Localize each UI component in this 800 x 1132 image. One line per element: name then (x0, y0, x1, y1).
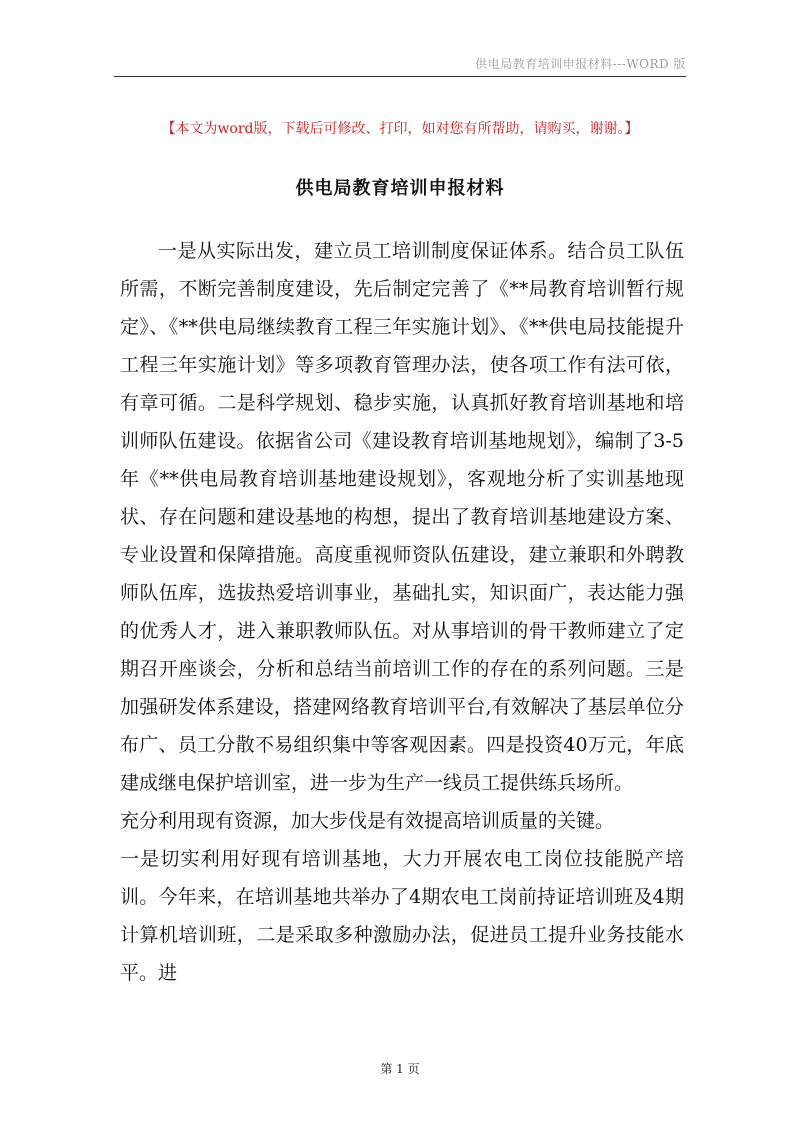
header-text: 供电局教育培训申报材料---WORD 版 (475, 57, 686, 71)
purchase-notice: 【本文为word版，下载后可修改、打印，如对您有所帮助，请购买，谢谢。】 (161, 121, 639, 137)
document-body (120, 232, 684, 992)
paragraph-2: 充分利用现有资源，加大步伐是有效提高培训质量的关键。 (120, 810, 615, 832)
paragraph-1: 一是从实际出发，建立员工培训制度保证体系。结合员工队伍所需，不断完善制度建设，先后制定完善了《**局教育培训暂行规定》、《**供电局继续教育工程三年实施计划》、《**供电局技能提升工程三年实施计划》等多项教育管理办法，使各项工作有法可依，有章可循。二是科学规划、稳步实施，认真抓好教育培训基地和培训师队伍建设。依据省公司《建设教育培训基地规划》，编制了3-5年《**供电局教育培训基地建设规划》，客观地分析了实训基地现状、存在问题和建设基地的构想，提出了教育培训基地建设方案、专业设置和保障措施。高度重视师资队伍建设，建立兼职和外聘教师队伍库，选拔热爱培训事业，基础扎实，知识面广，表达能力强的优秀人才，进入兼职教师队伍。对从事培训的骨干教师建立了定期召开座谈会，分析和总结当前培训工作的存在的系列问题。三是加强研发体系建设，搭建网络教育培训平台,有效解决了基层单位分布广、员工分散不易组织集中等客观因素。四是投资40万元，年底建成继电保护培训室，进一步为生产一线员工提供练兵场所。 (120, 240, 684, 794)
document-title: 供电局教育培训申报材料 (295, 178, 505, 199)
paragraph-3: 一是切实利用好现有培训基地，大力开展农电工岗位技能脱产培训。今年来，在培训基地共举办了4期农电工岗前持证培训班及4期计算机培训班，二是采取多种激励办法，促进员工提升业务技能水平。进 (120, 848, 684, 984)
page-number: 第 1 页 (380, 1062, 420, 1076)
page-header (114, 52, 686, 77)
